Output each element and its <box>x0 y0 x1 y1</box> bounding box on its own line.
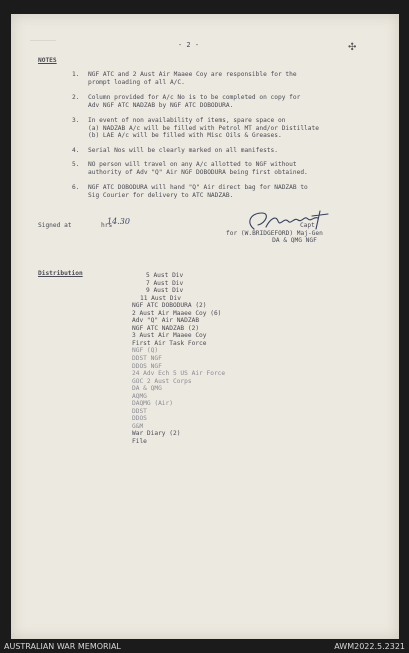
page-smudge <box>30 40 56 47</box>
page-number: - 2 - <box>178 41 200 49</box>
distribution-item: 11 Aust Div <box>140 294 181 302</box>
archive-footer <box>0 640 409 653</box>
note-text: NGF ATC and 2 Aust Air Maaee Coy are responsible for the prompt loading of all A/C. <box>88 71 297 86</box>
note-text: NGF ATC DOBODURA will hand "Q" Air direct bag for NADZAB to Sig Courier for delivery to ATC NADZAB. <box>88 184 308 199</box>
distribution-heading: Distribution <box>38 270 83 277</box>
signature-block <box>226 222 323 245</box>
distribution-item: File <box>132 438 147 446</box>
archive-name: AUSTRALIAN WAR MEMORIAL <box>4 642 121 651</box>
distribution-item: DDST NGF <box>132 355 162 363</box>
distribution-item: 9 Aust Div <box>146 287 184 295</box>
signature-for: for (W.BRIDGEFORD) Maj-Gen <box>226 229 323 237</box>
note-number: 2. <box>72 94 80 101</box>
note-number: 5. <box>72 161 80 168</box>
distribution-item: AQMG <box>132 392 147 400</box>
distribution-item: NGF ATC DOBODURA (2) <box>132 302 207 310</box>
distribution-item: 24 Adv Ech 5 US Air Force <box>132 370 226 378</box>
note-text: NO person will travel on any A/c allotted to NGF without authority of Adv "Q" Air NGF DOBODURA being first obtained. <box>88 161 308 176</box>
signed-time-handwritten: 14.30 <box>107 217 130 226</box>
note-text: Column provided for A/c No is to be completed on copy for Adv NGF ATC NADZAB by NGF ATC DOBODURA. <box>88 94 301 109</box>
distribution-item: 2 Aust Air Maaee Coy (6) <box>132 309 222 317</box>
note-number: 4. <box>72 147 80 154</box>
distribution-item: First Air Task Force <box>132 339 207 347</box>
notes-heading: NOTES <box>38 57 57 64</box>
signed-label: Signed at <box>38 222 72 229</box>
note-number: 6. <box>72 184 80 191</box>
distribution-item: 5 Aust Div <box>146 272 184 279</box>
distribution-item: 3 Aust Air Maaee Coy <box>132 332 207 340</box>
distribution-item: NGF (Q) <box>132 347 159 355</box>
signature-rank: Capt <box>299 222 315 229</box>
signature-title: DA & QMG NGF <box>272 237 317 244</box>
distribution-item: War Diary (2) <box>132 430 181 438</box>
note-number: 1. <box>72 71 80 78</box>
distribution-item: 7 Aust Div <box>146 279 184 287</box>
distribution-item: DDOS NGF <box>132 362 162 370</box>
pencil-mark-icon: ✣ <box>348 42 357 53</box>
signed-line <box>38 222 112 230</box>
note-number: 3. <box>72 117 80 124</box>
distribution-item: GOC 2 Aust Corps <box>132 377 192 385</box>
distribution-item: DDST <box>132 407 147 415</box>
note-text: In event of non availability of items, spare space on (a) NADZAB A/c will be filled with Petrol MT and/or Distillate (b) LAE A/c will be filled with Misc Oils & Greases. <box>88 117 319 140</box>
note-text: Serial Nos will be clearly marked on all manifests. <box>88 147 278 154</box>
distribution-list <box>132 272 225 446</box>
archive-reference: AWM2022.5.2321 <box>334 642 405 651</box>
distribution-item: NGF ATC NADZAB (2) <box>132 324 200 332</box>
distribution-item: DA & QMG <box>132 385 162 393</box>
distribution-item: DDOS <box>132 415 147 423</box>
distribution-item: DAQMG (Air) <box>132 400 173 408</box>
distribution-item: G&M <box>132 422 144 430</box>
signed-unit: hrs <box>101 222 113 229</box>
distribution-item: Adv "Q" Air NADZAB <box>132 317 200 325</box>
